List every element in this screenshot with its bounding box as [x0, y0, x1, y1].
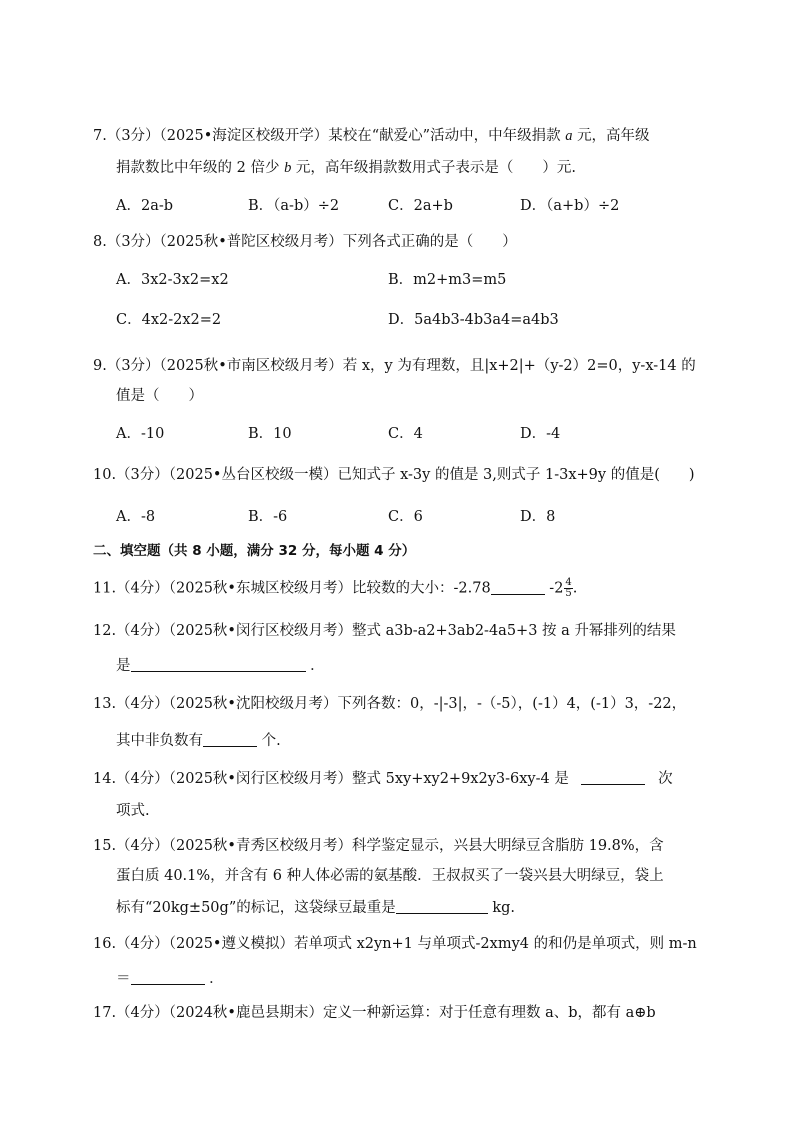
- q9-option-c: C．4: [388, 426, 423, 442]
- q14-line1-tail: 次: [658, 771, 673, 787]
- q14-answer-blank[interactable]: [581, 770, 645, 785]
- q11-stem: 11.（4分）（2025秋•东城区校级月考）比较数的大小：-2.78: [93, 580, 491, 597]
- q16-line2: [116, 969, 224, 989]
- q10-option-a: A．-8: [116, 509, 156, 525]
- q7-option-a: A．2a-b: [116, 198, 174, 214]
- q11-answer-blank[interactable]: [491, 580, 545, 595]
- q9-option-d: D．-4: [520, 426, 561, 442]
- q9-line1: 9.（3分）（2025秋•市南区校级月考）若 x，y 为有理数，且|x+2|+（y-2）2=0，y-x-14 的: [93, 358, 696, 374]
- q10-stem: 10.（3分）（2025•丛台区校级一模）已知式子 x-3y 的值是 3,则式子 1-3x+9y 的值是( ): [93, 467, 695, 483]
- q9-option-b: B．10: [248, 426, 292, 442]
- q7-text-2: 捐款数比中年级的 2 倍少: [116, 160, 280, 176]
- q11-period: .: [572, 580, 578, 597]
- q7-option-c: C．2a+b: [388, 198, 453, 214]
- q8-option-c: C．4x2-2x2=2: [116, 312, 222, 328]
- q14-line2: 项式.: [116, 803, 150, 819]
- q16-line2-head: ＝: [116, 971, 131, 987]
- q10-option-b: B．-6: [248, 509, 288, 525]
- q11-frac-numerator: 4: [565, 577, 572, 588]
- q7-line1: [93, 126, 650, 146]
- q7-var-b: b: [284, 160, 292, 176]
- section-title: 二、填空题（共 8 小题，满分 32 分，每小题 4 分）: [93, 543, 416, 559]
- q9-line2: 值是（ ）: [116, 388, 203, 404]
- q12-line2-head: 是: [116, 658, 131, 674]
- q7-line2: [116, 158, 576, 178]
- q15-line3: [116, 898, 515, 918]
- q13-answer-blank[interactable]: [203, 732, 257, 747]
- q7-var-a: a: [565, 128, 573, 144]
- q16-line1: 16.（4分）（2025•遵义模拟）若单项式 x2yn+1 与单项式-2xmy4 的和仍是单项式，则 m-n: [93, 936, 697, 952]
- q11-fraction: [564, 578, 572, 599]
- q15-line2: 蛋白质 40.1%，并含有 6 种人体必需的氨基酸．王叔叔买了一袋兴县大明绿豆，袋上: [116, 868, 664, 884]
- q13-line2-tail: 个.: [261, 733, 281, 749]
- q7-text: 7.（3分）（2025•海淀区校级开学）某校在“献爱心”活动中，中年级捐款: [93, 128, 561, 144]
- q13-line1: 13.（4分）（2025秋•沈阳校级月考）下列各数：0，-|-3|，-（-5），(-1）4，(-1）3，-22，: [93, 696, 687, 712]
- q12-answer-blank[interactable]: [131, 657, 306, 672]
- q9-option-a: A．-10: [116, 426, 165, 442]
- q11-frac-denominator: 5: [565, 588, 572, 599]
- q17-line1: 17.（4分）（2024秋•鹿邑县期末）定义一种新运算：对于任意有理数 a、b，都有 a⊕b: [93, 1005, 656, 1021]
- q13-line2: [116, 731, 281, 751]
- q16-answer-blank[interactable]: [131, 970, 205, 985]
- q14-line1: [93, 769, 673, 789]
- q12-line2: [116, 656, 325, 676]
- q16-line2-tail: ．: [209, 971, 224, 987]
- q13-line2-head: 其中非负数有: [116, 733, 203, 749]
- q8-option-a: A．3x2-3x2=x2: [116, 272, 229, 288]
- q7-text-3: 元，高年级捐款数用式子表示是（ ）元.: [295, 160, 577, 176]
- q14-line1-head: 14.（4分）（2025秋•闵行区校级月考）整式 5xy+xy2+9x2y3-6xy-4 是: [93, 771, 569, 787]
- q7-text-tail: 元，高年级: [577, 128, 650, 144]
- q15-answer-blank[interactable]: [396, 899, 488, 914]
- q10-option-d: D．8: [520, 509, 556, 525]
- q11-line: [93, 578, 577, 599]
- q15-line3-head: 标有“20kg±50g”的标记，这袋绿豆最重是: [116, 900, 396, 916]
- q15-line3-tail: kg.: [492, 900, 516, 916]
- q7-option-d: D．（a+b）÷2: [520, 198, 620, 214]
- q15-line1: 15.（4分）（2025秋•青秀区校级月考）科学鉴定显示，兴县大明绿豆含脂肪 19.8%，含: [93, 838, 664, 854]
- q12-line1: 12.（4分）（2025秋•闵行区校级月考）整式 a3b-a2+3ab2-4a5+3 按 a 升幂排列的结果: [93, 623, 676, 639]
- q8-option-b: B．m2+m3=m5: [388, 272, 507, 288]
- q12-line2-tail: ．: [310, 658, 325, 674]
- q7-option-b: B．（a-b）÷2: [248, 198, 340, 214]
- q8-stem: 8.（3分）（2025秋•普陀区校级月考）下列各式正确的是（ ）: [93, 234, 517, 250]
- q8-option-d: D．5a4b3-4b3a4=a4b3: [388, 312, 559, 328]
- q10-option-c: C．6: [388, 509, 423, 525]
- q11-neg-two: -2: [549, 580, 564, 597]
